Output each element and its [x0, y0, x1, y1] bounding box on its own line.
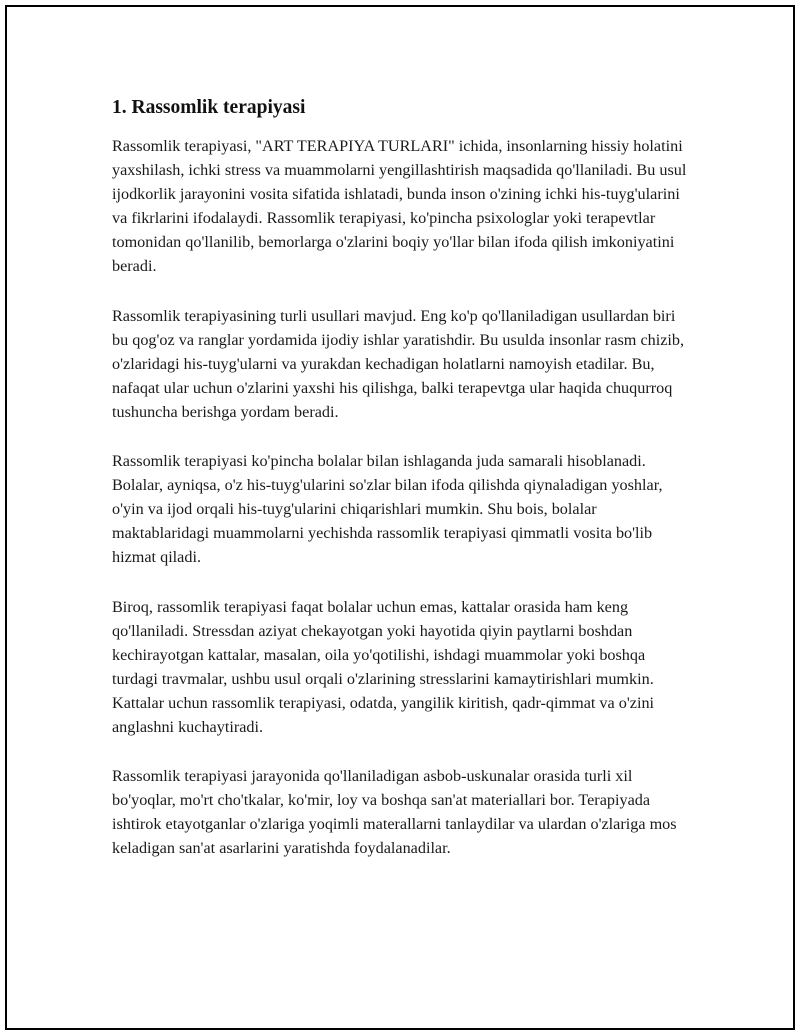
paragraph-1: Rassomlik terapiyasi, "ART TERAPIYA TURLARI" ichida, insonlarning hissiy holatini yaxshilash, ichki stress va muammolarni yengillashtirish maqsadida qo'llaniladi. Bu usul ijodkorlik jarayonini vosita sifatida ishlatadi, bunda inson o'zining ichki his-tuyg'ularini va fikrlarini ifodalaydi. Rassomlik terapiyasi, ko'pincha psixologlar yoki terapevtlar tomonidan qo'llanilib, bemorlarga o'zlarini boqiy yo'llar bilan ifoda qilish imkoniyatini beradi. — [112, 137, 687, 276]
document-body — [112, 94, 690, 885]
paragraph-2: Rassomlik terapiyasining turli usullari mavjud. Eng ko'p qo'llaniladigan usullardan biri bu qog'oz va ranglar yordamida ijodiy ishlar yaratishdir. Bu usulda insonlar rasm chizib, o'zlaridagi his-tuyg'ularni va yurakdan kechadigan holatlarni namoyish etadilar. Bu, nafaqat ular uchun o'zlarini yaxshi his qilishga, balki terapevtga ular haqida chuqurroq tushuncha berishga yordam beradi. — [112, 306, 685, 421]
section-heading: 1. Rassomlik terapiyasi — [112, 97, 306, 118]
paragraph-4: Biroq, rassomlik terapiyasi faqat bolalar uchun emas, kattalar orasida ham keng qo'llaniladi. Stressdan aziyat chekayotgan yoki hayotida qiyin paytlarni boshdan kechirayotgan kattalar, masalan, oila yo'qotilishi, ishdagi muammolar yoki boshqa turdagi travmalar, ushbu usul orqali o'zlarining stresslarini kamaytirishlari mumkin. Kattalar uchun rassomlik terapiyasi, odatda, yangilik kiritish, qadr-qimmat va o'zini anglashni kuchaytiradi. — [112, 597, 655, 736]
paragraph-5: Rassomlik terapiyasi jarayonida qo'llaniladigan asbob-uskunalar orasida turli xil bo'yoqlar, mo'rt cho'tkalar, ko'mir, loy va boshqa san'at materiallari bor. Terapiyada ishtirok etayotganlar o'zlariga yoqimli materallarni tanlaydilar va ulardan o'zlariga mos keladigan san'at asarlarini yaratishda foydalanadilar. — [112, 767, 677, 858]
paragraph-3: Rassomlik terapiyasi ko'pincha bolalar bilan ishlaganda juda samarali hisoblanadi. Bolalar, ayniqsa, o'z his-tuyg'ularini so'zlar bilan ifoda qilishda qiynaladigan yoshlar, o'yin va ijod orqali his-tuyg'ularini chiqarishlari mumkin. Shu bois, bolalar maktablaridagi muammolarni yechishda rassomlik terapiyasi qimmatli vosita bo'lib hizmat qiladi. — [112, 452, 663, 567]
